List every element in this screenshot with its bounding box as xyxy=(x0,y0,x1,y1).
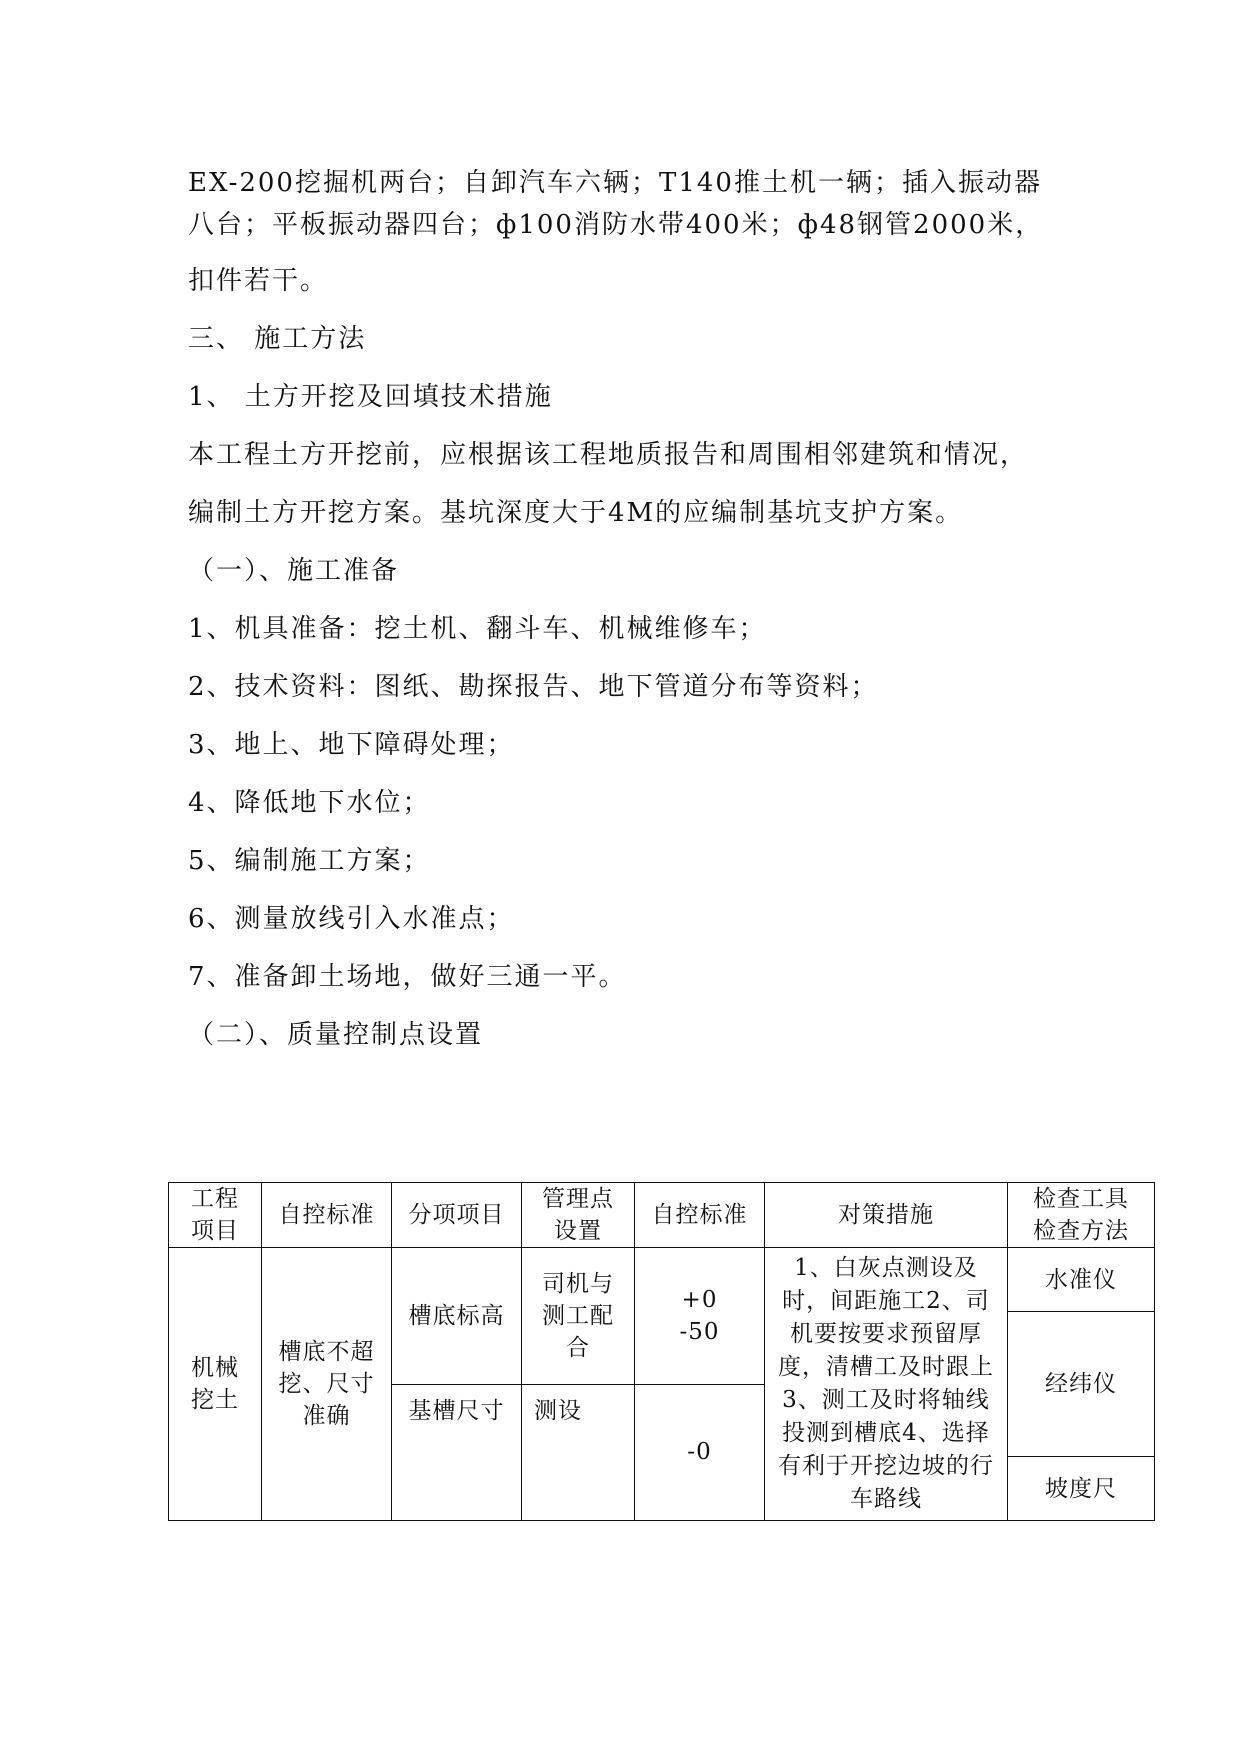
cell-standard: 槽底不超 挖、尺寸 准确 xyxy=(262,1248,392,1521)
heading-preparation: （一）、施工准备 xyxy=(188,556,400,586)
header-standard: 自控标准 xyxy=(262,1183,392,1248)
cell-sub-item-elevation: 槽底标高 xyxy=(392,1248,522,1385)
paragraph-earthwork-intro-1: 本工程土方开挖前，应根据该工程地质报告和周围相邻建筑和情况， xyxy=(188,440,1029,470)
quality-control-table xyxy=(168,1182,1155,1521)
section-heading-construction-method: 三、 施工方法 xyxy=(188,324,367,354)
cell-tolerance-1: +0 -50 xyxy=(635,1248,765,1385)
cell-tool-theodolite: 经纬仪 xyxy=(1008,1312,1155,1457)
header-measures: 对策措施 xyxy=(765,1183,1008,1248)
cell-control-point-2: 测设 xyxy=(522,1384,635,1521)
cell-tolerance-2: -0 xyxy=(635,1384,765,1521)
header-tools: 检查工具 检查方法 xyxy=(1008,1183,1155,1248)
paragraph-equipment-2: 八台；平板振动器四台；ф100消防水带400米；ф48钢管2000米， xyxy=(188,210,1044,240)
list-item-4: 4、降低地下水位； xyxy=(188,788,431,818)
list-item-5: 5、编制施工方案； xyxy=(188,846,431,876)
cell-tool-level: 水准仪 xyxy=(1008,1248,1155,1312)
table-row xyxy=(169,1248,1155,1312)
paragraph-equipment-3: 扣件若干。 xyxy=(188,266,329,296)
heading-quality-control: （二）、质量控制点设置 xyxy=(188,1020,484,1050)
list-item-6: 6、测量放线引入水准点； xyxy=(188,904,515,934)
list-item-2: 2、技术资料：图纸、勘探报告、地下管道分布等资料； xyxy=(188,672,879,702)
header-sub-item: 分项项目 xyxy=(392,1183,522,1248)
cell-measures: 1、白灰点测设及时，间距施工2、司机要按要求预留厚度，清槽工及时跟上3、测工及时将轴线投测到槽底4、选择有利于开挖边坡的行车路线 xyxy=(765,1248,1008,1521)
list-item-7: 7、准备卸土场地，做好三通一平。 xyxy=(188,962,627,992)
header-control-point: 管理点 设置 xyxy=(522,1183,635,1248)
cell-tool-slope-ruler: 坡度尺 xyxy=(1008,1457,1155,1521)
list-item-1: 1、机具准备：挖土机、翻斗车、机械维修车； xyxy=(188,614,767,644)
header-tolerance: 自控标准 xyxy=(635,1183,765,1248)
header-project: 工程 项目 xyxy=(169,1183,262,1248)
cell-control-point-1: 司机与 测工配 合 xyxy=(522,1248,635,1385)
table-header-row xyxy=(169,1183,1155,1248)
cell-project: 机械 挖土 xyxy=(169,1248,262,1521)
cell-sub-item-dimension: 基槽尺寸 xyxy=(392,1384,522,1521)
paragraph-equipment-1: EX-200挖掘机两台；自卸汽车六辆；T140推土机一辆；插入振动器 xyxy=(188,168,1042,198)
list-item-3: 3、地上、地下障碍处理； xyxy=(188,730,515,760)
paragraph-earthwork-intro-2: 编制土方开挖方案。基坑深度大于4M的应编制基坑支护方案。 xyxy=(188,498,964,528)
subsection-heading-earthwork: 1、 土方开挖及回填技术措施 xyxy=(188,382,553,412)
